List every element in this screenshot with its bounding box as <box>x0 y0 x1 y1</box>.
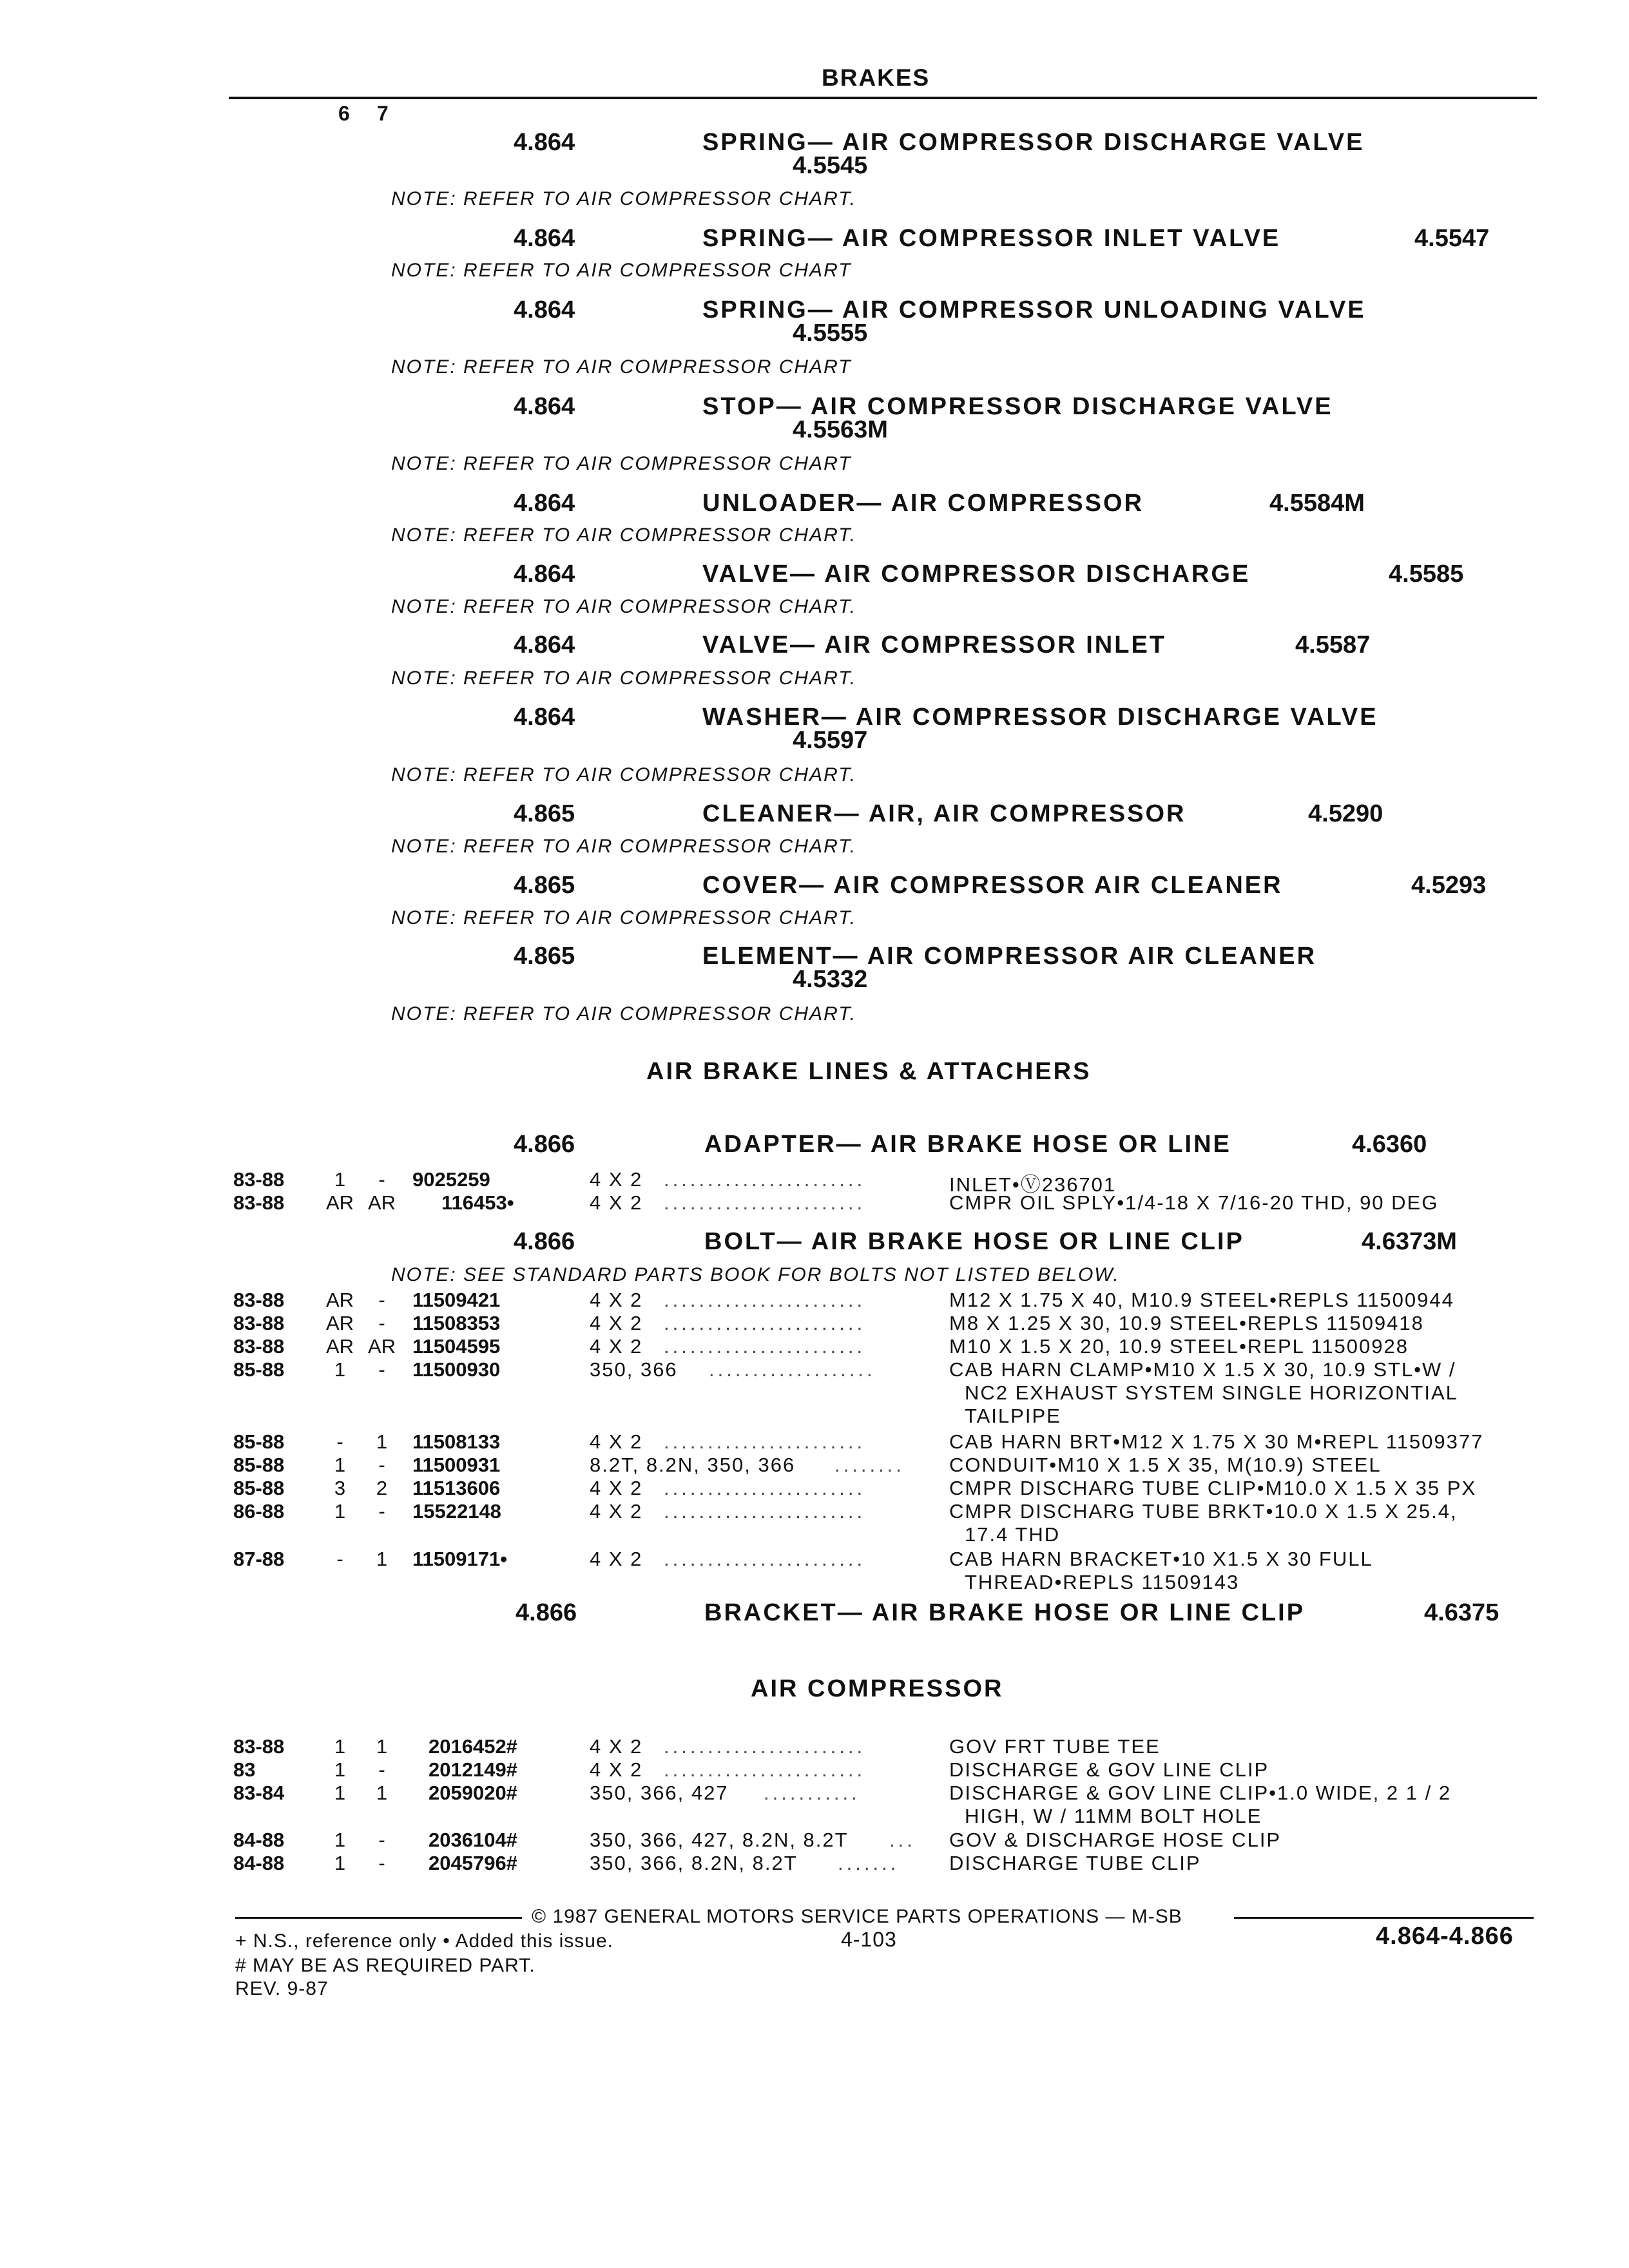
qty-col-a: 1 <box>334 1829 346 1851</box>
leader-dots: ....................... <box>664 1735 866 1758</box>
description-continued: NC2 EXHAUST SYSTEM SINGLE HORIZONTIAL <box>965 1381 1458 1404</box>
model: 4 X 2 <box>590 1500 643 1523</box>
year-range: 83-88 <box>233 1289 285 1311</box>
leader-dots: ....................... <box>664 1312 866 1334</box>
entry-catalog: 4.5555 <box>793 320 868 347</box>
qty-col-a: 1 <box>334 1782 346 1804</box>
qty-col-b: 1 <box>376 1782 388 1804</box>
description-continued: TAILPIPE <box>965 1405 1061 1427</box>
part-number: 2012149# <box>429 1758 517 1781</box>
entry-catalog: 4.5585 <box>1389 561 1464 588</box>
leader-dots: ....................... <box>664 1191 866 1214</box>
adapter-catalog: 4.6360 <box>1352 1131 1427 1158</box>
entry-catalog: 4.5587 <box>1295 631 1371 658</box>
model: 4 X 2 <box>590 1430 643 1453</box>
legend-ns: + N.S., reference only • Added this issue. <box>235 1930 613 1952</box>
qty-col-a: - <box>336 1548 343 1570</box>
description: CAB HARN CLAMP•M10 X 1.5 X 30, 10.9 STL•W / <box>949 1358 1456 1381</box>
model: 350, 366, 427, 8.2N, 8.2T <box>590 1829 849 1851</box>
part-number: 11500931 <box>412 1454 501 1476</box>
column-a-label: 6 <box>338 102 350 125</box>
table-row <box>0 1454 1629 1477</box>
qty-col-a: 1 <box>334 1758 346 1781</box>
table-row <box>0 1312 1629 1335</box>
adapter-group: 4.866 <box>514 1131 575 1158</box>
entry-group: 4.864 <box>514 631 575 658</box>
leader-dots: ....................... <box>664 1477 866 1499</box>
qty-col-b: - <box>378 1289 385 1311</box>
entry-group: 4.864 <box>514 129 575 156</box>
model: 350, 366 <box>590 1358 678 1381</box>
description: M8 X 1.25 X 30, 10.9 STEEL•REPLS 11509418 <box>949 1312 1424 1334</box>
entry-group: 4.865 <box>514 872 575 899</box>
qty-col-a: 3 <box>334 1477 346 1499</box>
description: GOV & DISCHARGE HOSE CLIP <box>949 1829 1282 1851</box>
entry-group: 4.864 <box>514 393 575 420</box>
footer-rule-left <box>235 1917 522 1919</box>
description: DISCHARGE TUBE CLIP <box>949 1852 1201 1874</box>
qty-col-a: 1 <box>334 1735 346 1758</box>
entry-note: NOTE: REFER TO AIR COMPRESSOR CHART. <box>391 907 857 928</box>
entry-note: NOTE: REFER TO AIR COMPRESSOR CHART <box>391 260 852 281</box>
entry-name: SPRING— AIR COMPRESSOR INLET VALVE <box>702 225 1281 252</box>
qty-col-b: 1 <box>376 1548 388 1570</box>
leader-dots: ....................... <box>664 1758 866 1781</box>
model: 4 X 2 <box>590 1289 643 1311</box>
qty-col-b: - <box>378 1758 385 1781</box>
legend-as-required: # MAY BE AS REQUIRED PART. <box>235 1955 535 1976</box>
description: CONDUIT•M10 X 1.5 X 35, M(10.9) STEEL <box>949 1454 1382 1476</box>
qty-col-b: - <box>378 1852 385 1874</box>
description: M12 X 1.75 X 40, M10.9 STEEL•REPLS 11500944 <box>949 1289 1454 1311</box>
section-heading-compressor: AIR COMPRESSOR <box>751 1675 1004 1702</box>
part-number: 11508133 <box>412 1430 501 1453</box>
entry-group: 4.864 <box>514 490 575 517</box>
bolt-note: NOTE: SEE STANDARD PARTS BOOK FOR BOLTS NOT LISTED BELOW. <box>391 1264 1120 1285</box>
leader-dots: ....................... <box>664 1500 866 1523</box>
qty-col-b: 1 <box>376 1735 388 1758</box>
model: 350, 366, 427 <box>590 1782 729 1804</box>
entry-catalog: 4.5597 <box>793 727 868 754</box>
year-range: 85-88 <box>233 1454 285 1476</box>
leader-dots: ........... <box>764 1782 860 1804</box>
model: 4 X 2 <box>590 1477 643 1499</box>
table-row <box>0 1735 1629 1758</box>
qty-col-a: AR <box>325 1191 354 1214</box>
column-b-label: 7 <box>377 102 389 125</box>
qty-col-a: AR <box>325 1335 354 1358</box>
year-range: 83-88 <box>233 1168 285 1191</box>
model: 350, 366, 8.2N, 8.2T <box>590 1852 798 1874</box>
model: 4 X 2 <box>590 1168 643 1191</box>
entry-note: NOTE: REFER TO AIR COMPRESSOR CHART. <box>391 1003 857 1024</box>
entry-name: VALVE— AIR COMPRESSOR INLET <box>702 631 1167 658</box>
part-number: 2045796# <box>429 1852 517 1874</box>
leader-dots: ....................... <box>664 1430 866 1453</box>
table-row <box>0 1289 1629 1312</box>
page-title: BRAKES <box>822 64 930 91</box>
leader-dots: ... <box>889 1829 916 1851</box>
year-range: 85-88 <box>233 1358 285 1381</box>
qty-col-b: - <box>378 1312 385 1334</box>
bracket-catalog: 4.6375 <box>1424 1599 1499 1626</box>
leader-dots: ....................... <box>664 1289 866 1311</box>
description: DISCHARGE & GOV LINE CLIP•1.0 WIDE, 2 1 / 2 <box>949 1782 1452 1804</box>
entry-name: SPRING— AIR COMPRESSOR DISCHARGE VALVE <box>702 129 1365 156</box>
footer-rule-right <box>1234 1917 1534 1919</box>
entry-name: ELEMENT— AIR COMPRESSOR AIR CLEANER <box>702 943 1317 970</box>
table-row <box>0 1829 1629 1852</box>
copyright-line: © 1987 GENERAL MOTORS SERVICE PARTS OPERATIONS — M-SB <box>532 1906 1182 1927</box>
leader-dots: ....................... <box>664 1335 866 1358</box>
entry-group: 4.864 <box>514 225 575 252</box>
part-number: 11504595 <box>412 1335 501 1358</box>
entry-name: VALVE— AIR COMPRESSOR DISCHARGE <box>702 561 1251 588</box>
part-number: 116453• <box>441 1191 514 1214</box>
qty-col-a: - <box>336 1430 343 1453</box>
model: 4 X 2 <box>590 1191 643 1214</box>
model: 4 X 2 <box>590 1735 643 1758</box>
entry-group: 4.864 <box>514 561 575 588</box>
page-number: 4-103 <box>841 1928 897 1951</box>
qty-col-b: AR <box>367 1335 396 1358</box>
leader-dots: ........ <box>834 1454 905 1476</box>
qty-col-b: - <box>378 1829 385 1851</box>
bracket-group: 4.866 <box>516 1599 577 1626</box>
leader-dots: ....... <box>838 1852 900 1874</box>
entry-catalog: 4.5563M <box>793 416 888 443</box>
part-number: 9025259 <box>412 1168 490 1191</box>
table-row <box>0 1477 1629 1500</box>
qty-col-b: AR <box>367 1191 396 1214</box>
table-row <box>0 1358 1629 1429</box>
bracket-name: BRACKET— AIR BRAKE HOSE OR LINE CLIP <box>704 1599 1306 1626</box>
description-continued: HIGH, W / 11MM BOLT HOLE <box>965 1805 1262 1827</box>
qty-col-a: 1 <box>334 1500 346 1523</box>
adapter-name: ADAPTER— AIR BRAKE HOSE OR LINE <box>704 1131 1231 1158</box>
year-range: 83-88 <box>233 1312 285 1334</box>
qty-col-a: 1 <box>334 1852 346 1874</box>
entry-catalog: 4.5545 <box>793 152 868 179</box>
leader-dots: ....................... <box>664 1168 866 1191</box>
bolt-group: 4.866 <box>514 1228 575 1255</box>
model: 4 X 2 <box>590 1312 643 1334</box>
year-range: 84-88 <box>233 1829 285 1851</box>
description-continued: THREAD•REPLS 11509143 <box>965 1571 1240 1593</box>
year-range: 83-88 <box>233 1191 285 1214</box>
entry-note: NOTE: REFER TO AIR COMPRESSOR CHART. <box>391 764 857 785</box>
part-number: 11500930 <box>412 1358 501 1381</box>
leader-dots: ................... <box>709 1358 876 1381</box>
description: M10 X 1.5 X 20, 10.9 STEEL•REPL 11500928 <box>949 1335 1409 1358</box>
entry-note: NOTE: REFER TO AIR COMPRESSOR CHART <box>391 453 852 474</box>
entry-group: 4.865 <box>514 943 575 970</box>
year-range: 83-88 <box>233 1735 285 1758</box>
table-row <box>0 1168 1629 1196</box>
qty-col-a: 1 <box>334 1454 346 1476</box>
model: 4 X 2 <box>590 1758 643 1781</box>
description: GOV FRT TUBE TEE <box>949 1735 1161 1758</box>
qty-col-b: 1 <box>376 1430 388 1453</box>
entry-name: SPRING— AIR COMPRESSOR UNLOADING VALVE <box>702 296 1366 323</box>
qty-col-a: 1 <box>334 1358 346 1381</box>
part-number: 11508353 <box>412 1312 501 1334</box>
entry-name: COVER— AIR COMPRESSOR AIR CLEANER <box>702 872 1283 899</box>
entry-group: 4.864 <box>514 704 575 731</box>
description: CAB HARN BRT•M12 X 1.75 X 30 M•REPL 11509377 <box>949 1430 1484 1453</box>
entry-note: NOTE: REFER TO AIR COMPRESSOR CHART. <box>391 524 857 546</box>
entry-name: STOP— AIR COMPRESSOR DISCHARGE VALVE <box>702 393 1333 420</box>
part-number: 11509171• <box>412 1548 508 1570</box>
table-row <box>0 1500 1629 1546</box>
qty-col-b: 2 <box>376 1477 388 1499</box>
qty-col-a: AR <box>325 1289 354 1311</box>
table-row <box>0 1852 1629 1875</box>
qty-col-b: - <box>378 1500 385 1523</box>
description: CMPR DISCHARG TUBE BRKT•10.0 X 1.5 X 25.4, <box>949 1500 1458 1523</box>
table-row <box>0 1758 1629 1782</box>
entry-note: NOTE: REFER TO AIR COMPRESSOR CHART. <box>391 668 857 689</box>
description: INLET•Ⓥ236701 <box>949 1173 1117 1196</box>
entry-group: 4.865 <box>514 800 575 827</box>
year-range: 83-84 <box>233 1782 285 1804</box>
entry-name: UNLOADER— AIR COMPRESSOR <box>702 490 1144 517</box>
year-range: 87-88 <box>233 1548 285 1570</box>
year-range: 84-88 <box>233 1852 285 1874</box>
entry-catalog: 4.5290 <box>1308 800 1383 827</box>
year-range: 83-88 <box>233 1335 285 1358</box>
entry-note: NOTE: REFER TO AIR COMPRESSOR CHART <box>391 356 852 378</box>
entry-catalog: 4.5332 <box>793 966 868 993</box>
description: CMPR OIL SPLY•1/4-18 X 7/16-20 THD, 90 DEG <box>949 1191 1439 1214</box>
entry-group: 4.864 <box>514 296 575 323</box>
qty-col-b: - <box>378 1168 385 1191</box>
section-heading-lines: AIR BRAKE LINES & ATTACHERS <box>646 1058 1092 1085</box>
description: CAB HARN BRACKET•10 X1.5 X 30 FULL <box>949 1548 1373 1570</box>
year-range: 86-88 <box>233 1500 285 1523</box>
bolt-catalog: 4.6373M <box>1362 1228 1457 1255</box>
part-number: 11513606 <box>412 1477 501 1499</box>
entry-note: NOTE: REFER TO AIR COMPRESSOR CHART. <box>391 836 857 857</box>
table-row <box>0 1191 1629 1215</box>
part-number: 2016452# <box>429 1735 517 1758</box>
qty-col-b: - <box>378 1358 385 1381</box>
year-range: 85-88 <box>233 1477 285 1499</box>
entry-note: NOTE: REFER TO AIR COMPRESSOR CHART. <box>391 188 857 209</box>
year-range: 83 <box>233 1758 256 1781</box>
part-number: 15522148 <box>412 1500 501 1523</box>
leader-dots: ....................... <box>664 1548 866 1570</box>
part-number: 11509421 <box>412 1289 501 1311</box>
table-row <box>0 1430 1629 1454</box>
table-row <box>0 1335 1629 1358</box>
entry-catalog: 4.5584M <box>1269 490 1365 517</box>
entry-name: WASHER— AIR COMPRESSOR DISCHARGE VALVE <box>702 704 1378 731</box>
table-row <box>0 1782 1629 1828</box>
entry-note: NOTE: REFER TO AIR COMPRESSOR CHART. <box>391 596 857 617</box>
page-range: 4.864-4.866 <box>1376 1923 1514 1950</box>
description: CMPR DISCHARG TUBE CLIP•M10.0 X 1.5 X 35 PX <box>949 1477 1477 1499</box>
year-range: 85-88 <box>233 1430 285 1453</box>
entry-catalog: 4.5293 <box>1411 872 1487 899</box>
model: 4 X 2 <box>590 1548 643 1570</box>
entry-catalog: 4.5547 <box>1414 225 1490 252</box>
table-row <box>0 1548 1629 1594</box>
model: 4 X 2 <box>590 1335 643 1358</box>
entry-name: CLEANER— AIR, AIR COMPRESSOR <box>702 800 1186 827</box>
qty-col-a: AR <box>325 1312 354 1334</box>
description: DISCHARGE & GOV LINE CLIP <box>949 1758 1269 1781</box>
bolt-name: BOLT— AIR BRAKE HOSE OR LINE CLIP <box>704 1228 1244 1255</box>
part-number: 2059020# <box>429 1782 517 1804</box>
revision: REV. 9-87 <box>235 1978 329 1999</box>
model: 8.2T, 8.2N, 350, 366 <box>590 1454 796 1476</box>
qty-col-b: - <box>378 1454 385 1476</box>
part-number: 2036104# <box>429 1829 517 1851</box>
description-continued: 17.4 THD <box>965 1523 1061 1546</box>
header-rule <box>229 97 1537 99</box>
qty-col-a: 1 <box>334 1168 346 1191</box>
